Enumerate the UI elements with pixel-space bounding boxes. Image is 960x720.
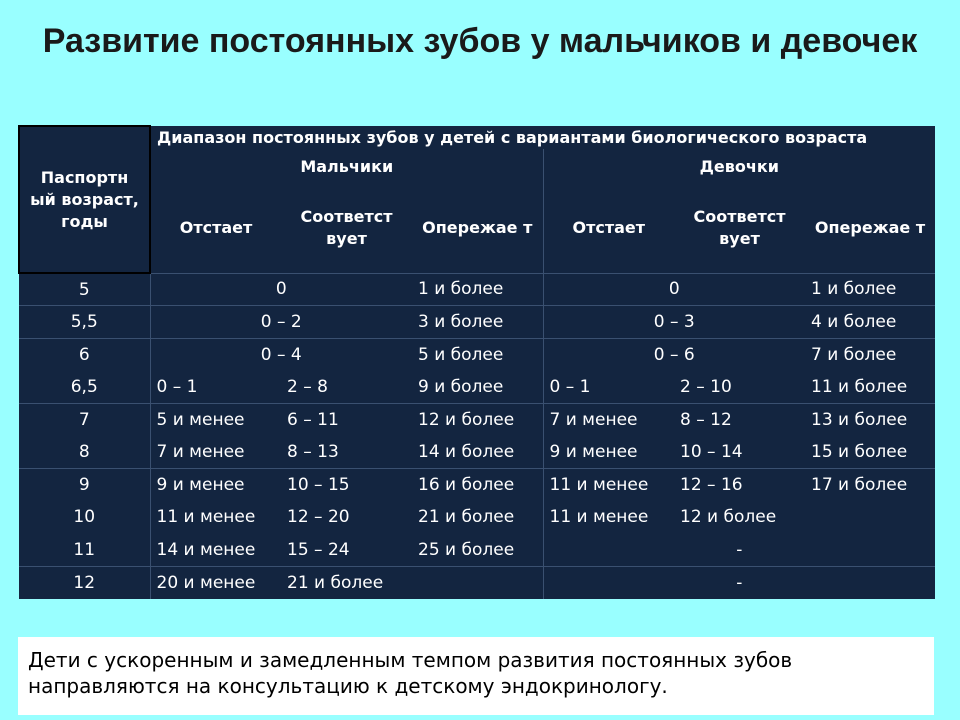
boys-header: Мальчики [150, 149, 543, 183]
boys-norm-cell: 21 и более [281, 566, 412, 599]
girls-ahead-header: Опережае т [805, 183, 935, 273]
age-cell: 6,5 [19, 371, 150, 404]
table-row [19, 436, 935, 469]
age-cell: 7 [19, 403, 150, 436]
girls-ahead-cell: 17 и более [805, 469, 935, 502]
boys-ahead-cell: 25 и более [412, 534, 543, 567]
table-row [19, 273, 935, 306]
girls-lag-header: Отстает [543, 183, 674, 273]
girls-dash-cell: - [543, 534, 935, 567]
boys-lag-cell: 5 и менее [150, 403, 281, 436]
age-cell: 8 [19, 436, 150, 469]
teeth-table [18, 125, 934, 599]
boys-ahead-header: Опережае т [412, 183, 543, 273]
age-cell: 12 [19, 566, 150, 599]
table-row [19, 469, 935, 502]
boys-lag-cell: 20 и менее [150, 566, 281, 599]
boys-ahead-cell: 12 и более [412, 403, 543, 436]
table-row [19, 306, 935, 339]
age-cell: 10 [19, 501, 150, 534]
table-row [19, 338, 935, 371]
boys-lag-cell: 14 и менее [150, 534, 281, 567]
boys-ahead-cell: 3 и более [412, 306, 543, 339]
boys-lag-cell: 11 и менее [150, 501, 281, 534]
age-cell: 11 [19, 534, 150, 567]
girls-lag-cell: 11 и менее [543, 469, 674, 502]
boys-norm-cell: 6 – 11 [281, 403, 412, 436]
boys-norm-cell: 8 – 13 [281, 436, 412, 469]
table-row [19, 534, 935, 567]
girls-lag-cell: 7 и менее [543, 403, 674, 436]
table-row [19, 403, 935, 436]
girls-norm-cell: 10 – 14 [674, 436, 805, 469]
boys-ahead-cell: 14 и более [412, 436, 543, 469]
age-cell: 5 [19, 273, 150, 306]
boys-norm-cell: 12 – 20 [281, 501, 412, 534]
boys-lag-cell: 0 – 1 [150, 371, 281, 404]
table-row [19, 566, 935, 599]
boys-lag-cell: 9 и менее [150, 469, 281, 502]
girls-ahead-cell: 7 и более [805, 338, 935, 371]
girls-ahead-cell: 11 и более [805, 371, 935, 404]
girls-norm-cell: 12 и более [674, 501, 805, 534]
boys-norm-cell: 10 – 15 [281, 469, 412, 502]
girls-header: Девочки [543, 149, 935, 183]
boys-norm-cell: 15 – 24 [281, 534, 412, 567]
range-header: Диапазон постоянных зубов у детей с вариантами биологического возраста [150, 126, 935, 149]
girls-ahead-cell: 1 и более [805, 273, 935, 306]
age-cell: 6 [19, 338, 150, 371]
girls-range-cell: 0 – 6 [543, 338, 805, 371]
girls-norm-header: Соответст вует [674, 183, 805, 273]
girls-ahead-cell: 4 и более [805, 306, 935, 339]
girls-lag-cell: 11 и менее [543, 501, 674, 534]
girls-range-cell: 0 [543, 273, 805, 306]
girls-norm-cell: 8 – 12 [674, 403, 805, 436]
girls-ahead-cell: 15 и более [805, 436, 935, 469]
age-cell: 5,5 [19, 306, 150, 339]
girls-norm-cell: 12 – 16 [674, 469, 805, 502]
boys-lag-header: Отстает [150, 183, 281, 273]
boys-ahead-cell [412, 566, 543, 599]
girls-range-cell: 0 – 3 [543, 306, 805, 339]
table-row [19, 501, 935, 534]
boys-range-cell: 0 – 4 [150, 338, 412, 371]
boys-range-cell: 0 [150, 273, 412, 306]
boys-ahead-cell: 1 и более [412, 273, 543, 306]
boys-ahead-cell: 5 и более [412, 338, 543, 371]
boys-lag-cell: 7 и менее [150, 436, 281, 469]
boys-norm-header: Соответст вует [281, 183, 412, 273]
girls-norm-cell: 2 – 10 [674, 371, 805, 404]
age-header: Паспортн ый возраст, годы [19, 126, 150, 273]
boys-norm-cell: 2 – 8 [281, 371, 412, 404]
note-box: Дети с ускоренным и замедленным темпом развития постоянных зубов направляются на консультацию к детскому эндокринологу. [18, 637, 934, 715]
table-row [19, 371, 935, 404]
girls-ahead-cell [805, 501, 935, 534]
page-title: Развитие постоянных зубов у мальчиков и девочек [42, 22, 918, 60]
boys-range-cell: 0 – 2 [150, 306, 412, 339]
age-cell: 9 [19, 469, 150, 502]
boys-ahead-cell: 16 и более [412, 469, 543, 502]
girls-dash-cell: - [543, 566, 935, 599]
girls-lag-cell: 0 – 1 [543, 371, 674, 404]
boys-ahead-cell: 9 и более [412, 371, 543, 404]
girls-ahead-cell: 13 и более [805, 403, 935, 436]
girls-lag-cell: 9 и менее [543, 436, 674, 469]
boys-ahead-cell: 21 и более [412, 501, 543, 534]
